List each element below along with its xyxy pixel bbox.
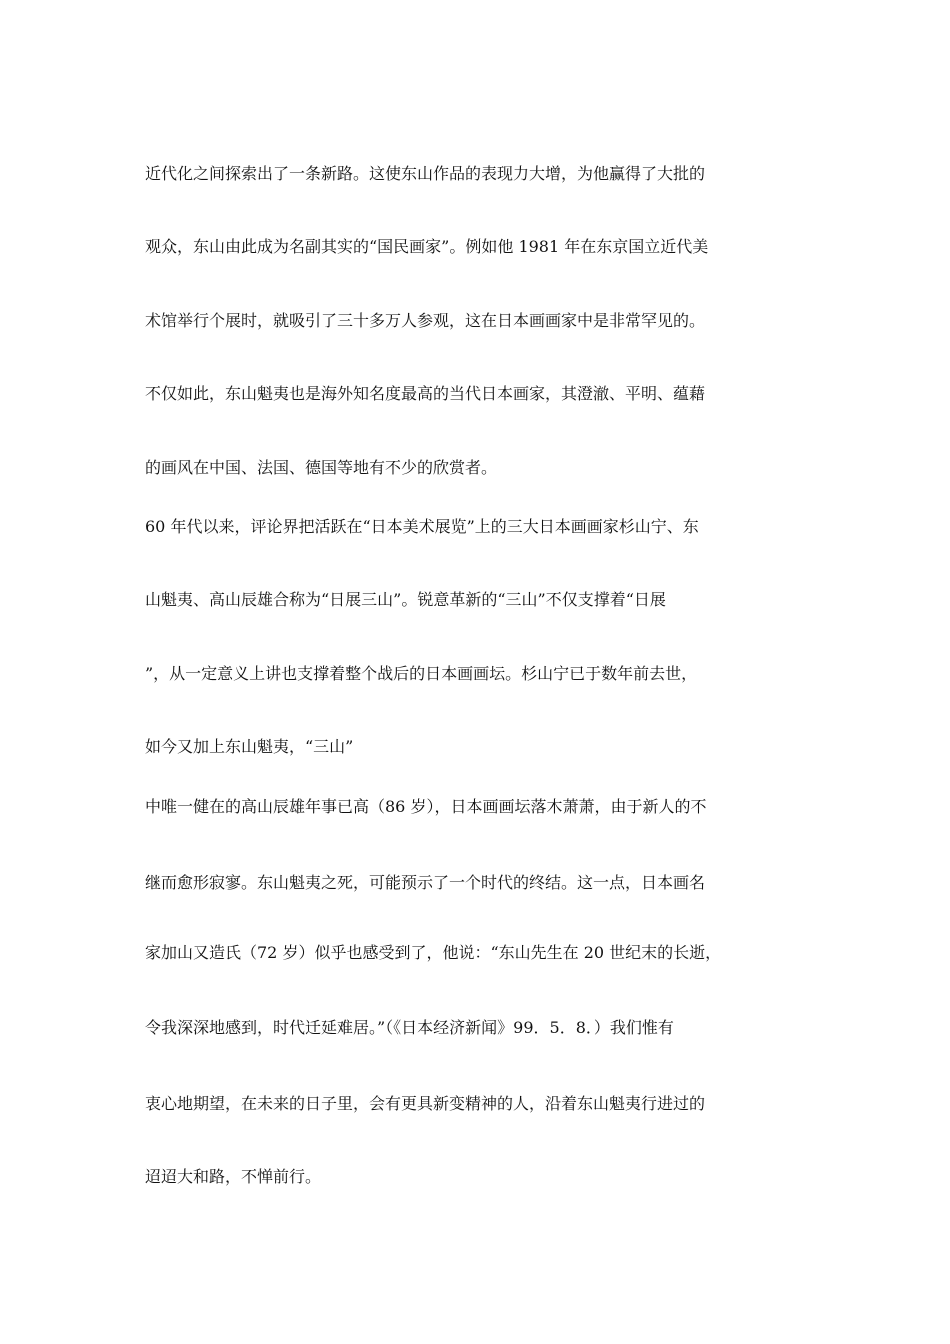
paragraph-line: 60 年代以来，评论界把活跃在“日本美术展览”上的三大日本画画家杉山宁、东	[145, 517, 699, 536]
paragraph-line: 的画风在中国、法国、德国等地有不少的欣赏者。	[145, 458, 498, 477]
paragraph-line: 中唯一健在的高山辰雄年事已高（86 岁），日本画画坛落木萧萧，由于新人的不	[145, 797, 707, 816]
paragraph-line: 如今又加上东山魁夷，“三山”	[145, 737, 354, 756]
paragraph-line: 令我深深地感到，时代迁延难居。”（《日本经济新闻》99．5．8．）我们惟有	[145, 1018, 674, 1037]
paragraph-line: 衷心地期望，在未来的日子里，会有更具新变精神的人，沿着东山魁夷行进过的	[145, 1094, 706, 1113]
paragraph-line: ”，从一定意义上讲也支撑着整个战后的日本画画坛。杉山宁已于数年前去世，	[145, 664, 698, 683]
paragraph-line: 山魁夷、高山辰雄合称为“日展三山”。锐意革新的“三山”不仅支撑着“日展	[145, 590, 666, 609]
paragraph-line: 不仅如此，东山魁夷也是海外知名度最高的当代日本画家，其澄澈、平明、蕴藉	[145, 384, 706, 403]
paragraph-line: 继而愈形寂寥。东山魁夷之死，可能预示了一个时代的终结。这一点，日本画名	[145, 873, 706, 892]
paragraph-line: 观众，东山由此成为名副其实的“国民画家”。例如他 1981 年在东京国立近代美	[145, 237, 709, 256]
paragraph-line: 迢迢大和路，不惮前行。	[145, 1167, 322, 1186]
paragraph-line: 家加山又造氏（72 岁）似乎也感受到了，他说：“东山先生在 20 世纪末的长逝，	[145, 943, 722, 962]
paragraph-line: 术馆举行个展时，就吸引了三十多万人参观，这在日本画画家中是非常罕见的。	[145, 311, 706, 330]
paragraph-line: 近代化之间探索出了一条新路。这使东山作品的表现力大增，为他赢得了大批的	[145, 164, 706, 183]
